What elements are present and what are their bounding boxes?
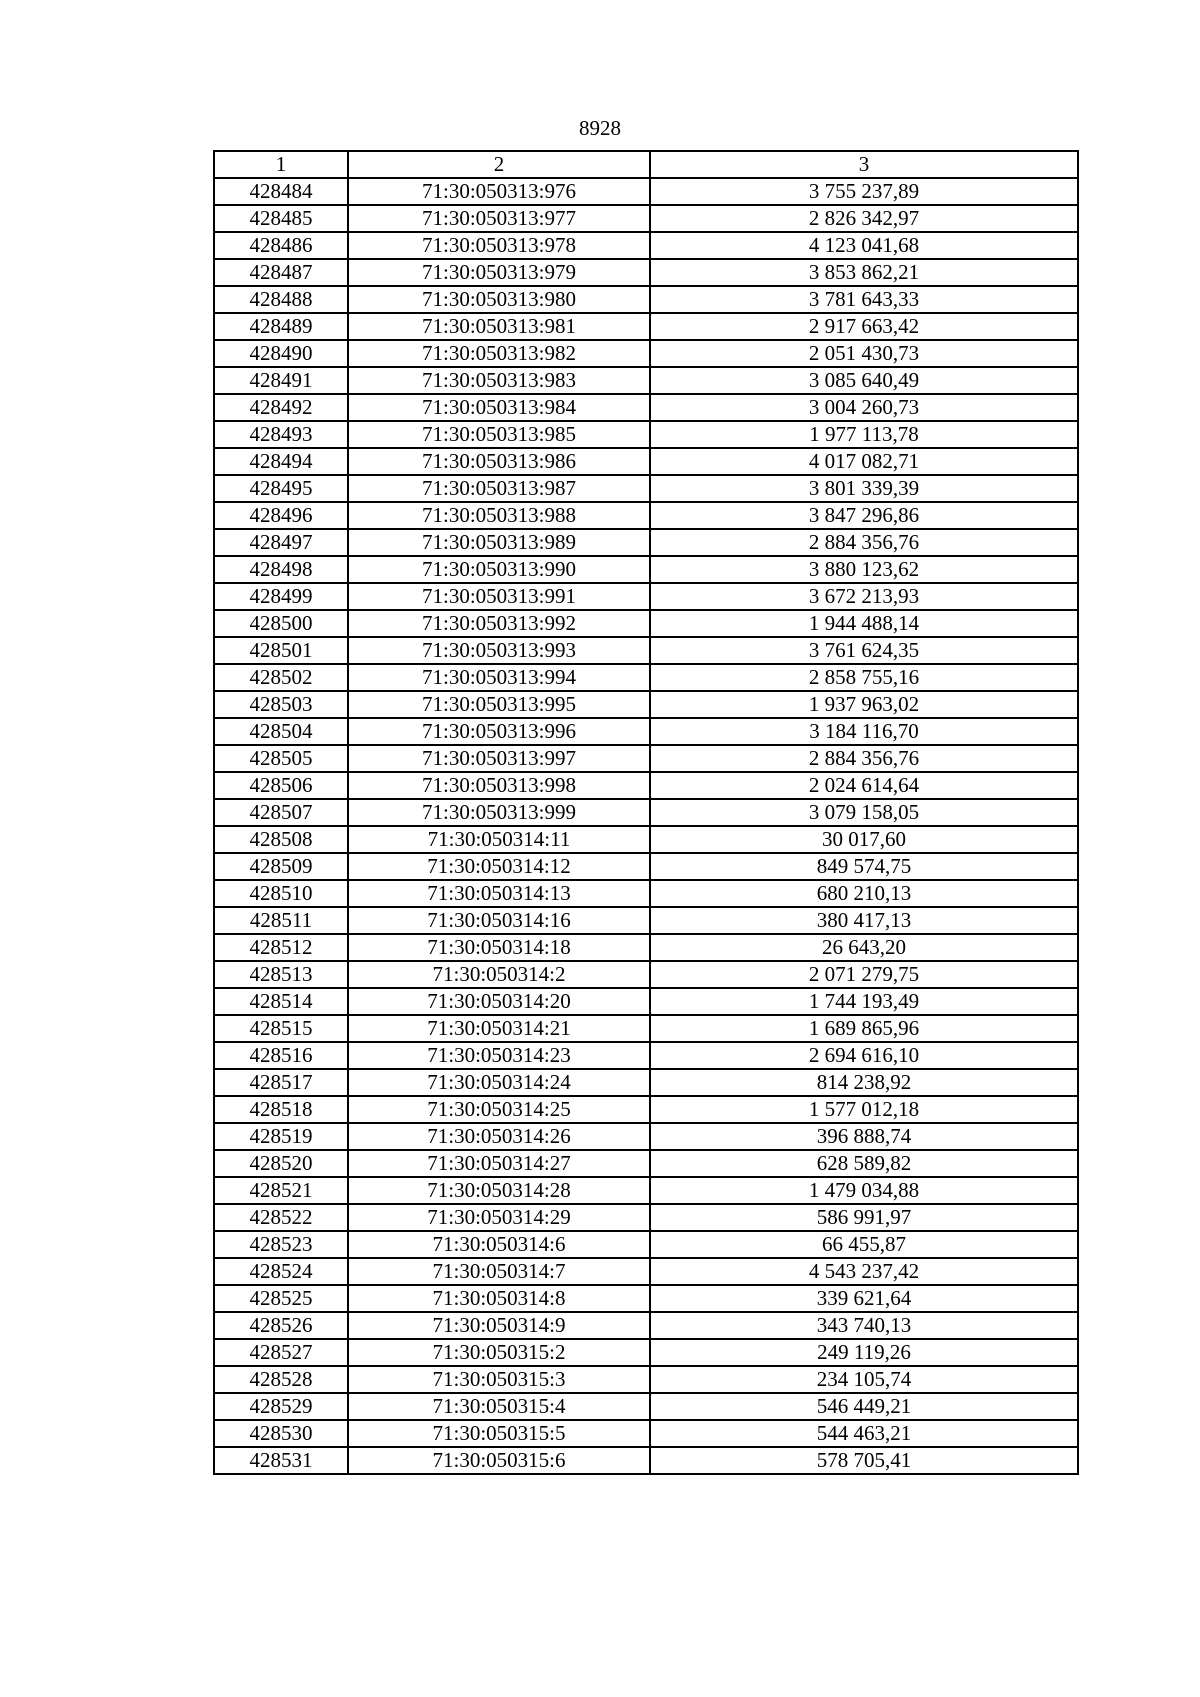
- cadastral-number-cell: 71:30:050313:981: [348, 313, 650, 340]
- cadastral-number-cell: 71:30:050313:985: [348, 421, 650, 448]
- table-row: [214, 313, 1078, 340]
- value-cell: 2 884 356,76: [650, 529, 1078, 556]
- value-cell: 1 937 963,02: [650, 691, 1078, 718]
- row-number-cell: 428490: [214, 340, 348, 367]
- table-row: [214, 745, 1078, 772]
- cadastral-number-cell: 71:30:050314:20: [348, 988, 650, 1015]
- cadastral-number-cell: 71:30:050314:2: [348, 961, 650, 988]
- row-number-cell: 428492: [214, 394, 348, 421]
- table-row: [214, 1042, 1078, 1069]
- cadastral-number-cell: 71:30:050314:21: [348, 1015, 650, 1042]
- row-number-cell: 428521: [214, 1177, 348, 1204]
- row-number-cell: 428518: [214, 1096, 348, 1123]
- value-cell: 4 543 237,42: [650, 1258, 1078, 1285]
- cadastral-number-cell: 71:30:050313:994: [348, 664, 650, 691]
- cadastral-number-cell: 71:30:050315:4: [348, 1393, 650, 1420]
- table-row: [214, 448, 1078, 475]
- value-cell: 3 085 640,49: [650, 367, 1078, 394]
- cadastral-number-cell: 71:30:050313:983: [348, 367, 650, 394]
- table-row: [214, 772, 1078, 799]
- cadastral-number-cell: 71:30:050313:988: [348, 502, 650, 529]
- table-row: [214, 367, 1078, 394]
- value-cell: 3 880 123,62: [650, 556, 1078, 583]
- value-cell: 1 689 865,96: [650, 1015, 1078, 1042]
- row-number-cell: 428523: [214, 1231, 348, 1258]
- row-number-cell: 428515: [214, 1015, 348, 1042]
- table-row: [214, 1258, 1078, 1285]
- cadastral-number-cell: 71:30:050314:8: [348, 1285, 650, 1312]
- row-number-cell: 428505: [214, 745, 348, 772]
- table-row: [214, 799, 1078, 826]
- table-row: [214, 826, 1078, 853]
- row-number-cell: 428525: [214, 1285, 348, 1312]
- table-row: [214, 502, 1078, 529]
- value-cell: 3 004 260,73: [650, 394, 1078, 421]
- row-number-cell: 428517: [214, 1069, 348, 1096]
- row-number-cell: 428484: [214, 178, 348, 205]
- cadastral-number-cell: 71:30:050314:12: [348, 853, 650, 880]
- row-number-cell: 428509: [214, 853, 348, 880]
- value-cell: 2 884 356,76: [650, 745, 1078, 772]
- row-number-cell: 428488: [214, 286, 348, 313]
- page-number: 8928: [579, 116, 621, 140]
- value-cell: 3 755 237,89: [650, 178, 1078, 205]
- row-number-cell: 428486: [214, 232, 348, 259]
- cadastral-number-cell: 71:30:050313:997: [348, 745, 650, 772]
- cadastral-number-cell: 71:30:050313:999: [348, 799, 650, 826]
- value-cell: 814 238,92: [650, 1069, 1078, 1096]
- cadastral-number-cell: 71:30:050315:6: [348, 1447, 650, 1474]
- cadastral-number-cell: 71:30:050314:24: [348, 1069, 650, 1096]
- table-row: [214, 1150, 1078, 1177]
- table-row: [214, 529, 1078, 556]
- value-cell: 1 944 488,14: [650, 610, 1078, 637]
- row-number-cell: 428493: [214, 421, 348, 448]
- cadastral-number-cell: 71:30:050314:9: [348, 1312, 650, 1339]
- row-number-cell: 428496: [214, 502, 348, 529]
- table-row: [214, 1204, 1078, 1231]
- table-row: [214, 205, 1078, 232]
- value-cell: 546 449,21: [650, 1393, 1078, 1420]
- table-row: [214, 1231, 1078, 1258]
- cadastral-number-cell: 71:30:050313:990: [348, 556, 650, 583]
- table-row: [214, 907, 1078, 934]
- table-row: [214, 421, 1078, 448]
- value-cell: 2 826 342,97: [650, 205, 1078, 232]
- cadastral-number-cell: 71:30:050313:993: [348, 637, 650, 664]
- value-cell: 30 017,60: [650, 826, 1078, 853]
- cadastral-number-cell: 71:30:050313:977: [348, 205, 650, 232]
- table-row: [214, 1366, 1078, 1393]
- value-cell: 3 847 296,86: [650, 502, 1078, 529]
- cadastral-number-cell: 71:30:050314:16: [348, 907, 650, 934]
- table-row: [214, 1447, 1078, 1474]
- value-cell: 2 071 279,75: [650, 961, 1078, 988]
- table-row: [214, 394, 1078, 421]
- table-row: [214, 1420, 1078, 1447]
- value-cell: 1 977 113,78: [650, 421, 1078, 448]
- table-body: [214, 178, 1078, 1474]
- cadastral-number-cell: 71:30:050314:6: [348, 1231, 650, 1258]
- cadastral-number-cell: 71:30:050314:11: [348, 826, 650, 853]
- table-row: [214, 178, 1078, 205]
- row-number-cell: 428512: [214, 934, 348, 961]
- table-row: [214, 934, 1078, 961]
- cadastral-number-cell: 71:30:050314:28: [348, 1177, 650, 1204]
- column-header-2: 2: [348, 151, 650, 178]
- cadastral-number-cell: 71:30:050314:26: [348, 1123, 650, 1150]
- row-number-cell: 428508: [214, 826, 348, 853]
- cadastral-number-cell: 71:30:050313:995: [348, 691, 650, 718]
- row-number-cell: 428498: [214, 556, 348, 583]
- registry-table: [213, 150, 1079, 1475]
- row-number-cell: 428501: [214, 637, 348, 664]
- table-row: [214, 232, 1078, 259]
- value-cell: 3 801 339,39: [650, 475, 1078, 502]
- cadastral-number-cell: 71:30:050315:5: [348, 1420, 650, 1447]
- table-row: [214, 475, 1078, 502]
- value-cell: 2 694 616,10: [650, 1042, 1078, 1069]
- cadastral-number-cell: 71:30:050313:976: [348, 178, 650, 205]
- table-row: [214, 1069, 1078, 1096]
- table-row: [214, 664, 1078, 691]
- table-row: [214, 880, 1078, 907]
- table-row: [214, 610, 1078, 637]
- cadastral-number-cell: 71:30:050313:979: [348, 259, 650, 286]
- row-number-cell: 428526: [214, 1312, 348, 1339]
- cadastral-number-cell: 71:30:050313:991: [348, 583, 650, 610]
- table-row: [214, 718, 1078, 745]
- table-row: [214, 1015, 1078, 1042]
- row-number-cell: 428519: [214, 1123, 348, 1150]
- cadastral-number-cell: 71:30:050313:992: [348, 610, 650, 637]
- value-cell: 66 455,87: [650, 1231, 1078, 1258]
- row-number-cell: 428514: [214, 988, 348, 1015]
- row-number-cell: 428510: [214, 880, 348, 907]
- cadastral-number-cell: 71:30:050314:23: [348, 1042, 650, 1069]
- cadastral-number-cell: 71:30:050313:987: [348, 475, 650, 502]
- row-number-cell: 428489: [214, 313, 348, 340]
- value-cell: 628 589,82: [650, 1150, 1078, 1177]
- value-cell: 380 417,13: [650, 907, 1078, 934]
- table-row: [214, 1312, 1078, 1339]
- row-number-cell: 428527: [214, 1339, 348, 1366]
- value-cell: 3 853 862,21: [650, 259, 1078, 286]
- cadastral-number-cell: 71:30:050314:13: [348, 880, 650, 907]
- table-row: [214, 556, 1078, 583]
- cadastral-number-cell: 71:30:050313:980: [348, 286, 650, 313]
- cadastral-number-cell: 71:30:050313:986: [348, 448, 650, 475]
- table-row: [214, 259, 1078, 286]
- table-row: [214, 1393, 1078, 1420]
- cadastral-number-cell: 71:30:050314:18: [348, 934, 650, 961]
- value-cell: 2 858 755,16: [650, 664, 1078, 691]
- row-number-cell: 428511: [214, 907, 348, 934]
- table-row: [214, 853, 1078, 880]
- row-number-cell: 428507: [214, 799, 348, 826]
- row-number-cell: 428503: [214, 691, 348, 718]
- table-row: [214, 1096, 1078, 1123]
- cadastral-number-cell: 71:30:050315:3: [348, 1366, 650, 1393]
- value-cell: 2 051 430,73: [650, 340, 1078, 367]
- value-cell: 3 079 158,05: [650, 799, 1078, 826]
- value-cell: 1 744 193,49: [650, 988, 1078, 1015]
- value-cell: 396 888,74: [650, 1123, 1078, 1150]
- row-number-cell: 428494: [214, 448, 348, 475]
- row-number-cell: 428524: [214, 1258, 348, 1285]
- cadastral-number-cell: 71:30:050314:7: [348, 1258, 650, 1285]
- value-cell: 343 740,13: [650, 1312, 1078, 1339]
- value-cell: 3 184 116,70: [650, 718, 1078, 745]
- cadastral-number-cell: 71:30:050313:989: [348, 529, 650, 556]
- value-cell: 544 463,21: [650, 1420, 1078, 1447]
- value-cell: 234 105,74: [650, 1366, 1078, 1393]
- value-cell: 249 119,26: [650, 1339, 1078, 1366]
- value-cell: 3 672 213,93: [650, 583, 1078, 610]
- table-header-row: [214, 151, 1078, 178]
- value-cell: 2 917 663,42: [650, 313, 1078, 340]
- table-row: [214, 988, 1078, 1015]
- value-cell: 849 574,75: [650, 853, 1078, 880]
- table-row: [214, 637, 1078, 664]
- cadastral-number-cell: 71:30:050313:996: [348, 718, 650, 745]
- row-number-cell: 428491: [214, 367, 348, 394]
- value-cell: 2 024 614,64: [650, 772, 1078, 799]
- table-row: [214, 1123, 1078, 1150]
- value-cell: 339 621,64: [650, 1285, 1078, 1312]
- row-number-cell: 428504: [214, 718, 348, 745]
- column-header-1: 1: [214, 151, 348, 178]
- cadastral-number-cell: 71:30:050313:982: [348, 340, 650, 367]
- row-number-cell: 428502: [214, 664, 348, 691]
- row-number-cell: 428520: [214, 1150, 348, 1177]
- value-cell: 4 017 082,71: [650, 448, 1078, 475]
- table-row: [214, 1339, 1078, 1366]
- row-number-cell: 428516: [214, 1042, 348, 1069]
- cadastral-number-cell: 71:30:050314:27: [348, 1150, 650, 1177]
- row-number-cell: 428499: [214, 583, 348, 610]
- row-number-cell: 428495: [214, 475, 348, 502]
- row-number-cell: 428506: [214, 772, 348, 799]
- cadastral-number-cell: 71:30:050315:2: [348, 1339, 650, 1366]
- cadastral-number-cell: 71:30:050313:978: [348, 232, 650, 259]
- table-row: [214, 583, 1078, 610]
- value-cell: 578 705,41: [650, 1447, 1078, 1474]
- cadastral-number-cell: 71:30:050314:29: [348, 1204, 650, 1231]
- value-cell: 1 479 034,88: [650, 1177, 1078, 1204]
- value-cell: 3 761 624,35: [650, 637, 1078, 664]
- cadastral-number-cell: 71:30:050313:984: [348, 394, 650, 421]
- value-cell: 26 643,20: [650, 934, 1078, 961]
- row-number-cell: 428531: [214, 1447, 348, 1474]
- row-number-cell: 428487: [214, 259, 348, 286]
- value-cell: 586 991,97: [650, 1204, 1078, 1231]
- table-row: [214, 286, 1078, 313]
- row-number-cell: 428485: [214, 205, 348, 232]
- value-cell: 680 210,13: [650, 880, 1078, 907]
- row-number-cell: 428497: [214, 529, 348, 556]
- column-header-3: 3: [650, 151, 1078, 178]
- table-row: [214, 1285, 1078, 1312]
- row-number-cell: 428500: [214, 610, 348, 637]
- table-row: [214, 340, 1078, 367]
- table-row: [214, 1177, 1078, 1204]
- value-cell: 3 781 643,33: [650, 286, 1078, 313]
- row-number-cell: 428513: [214, 961, 348, 988]
- table-row: [214, 691, 1078, 718]
- value-cell: 1 577 012,18: [650, 1096, 1078, 1123]
- row-number-cell: 428528: [214, 1366, 348, 1393]
- cadastral-number-cell: 71:30:050313:998: [348, 772, 650, 799]
- table-row: [214, 961, 1078, 988]
- row-number-cell: 428522: [214, 1204, 348, 1231]
- cadastral-number-cell: 71:30:050314:25: [348, 1096, 650, 1123]
- row-number-cell: 428530: [214, 1420, 348, 1447]
- value-cell: 4 123 041,68: [650, 232, 1078, 259]
- row-number-cell: 428529: [214, 1393, 348, 1420]
